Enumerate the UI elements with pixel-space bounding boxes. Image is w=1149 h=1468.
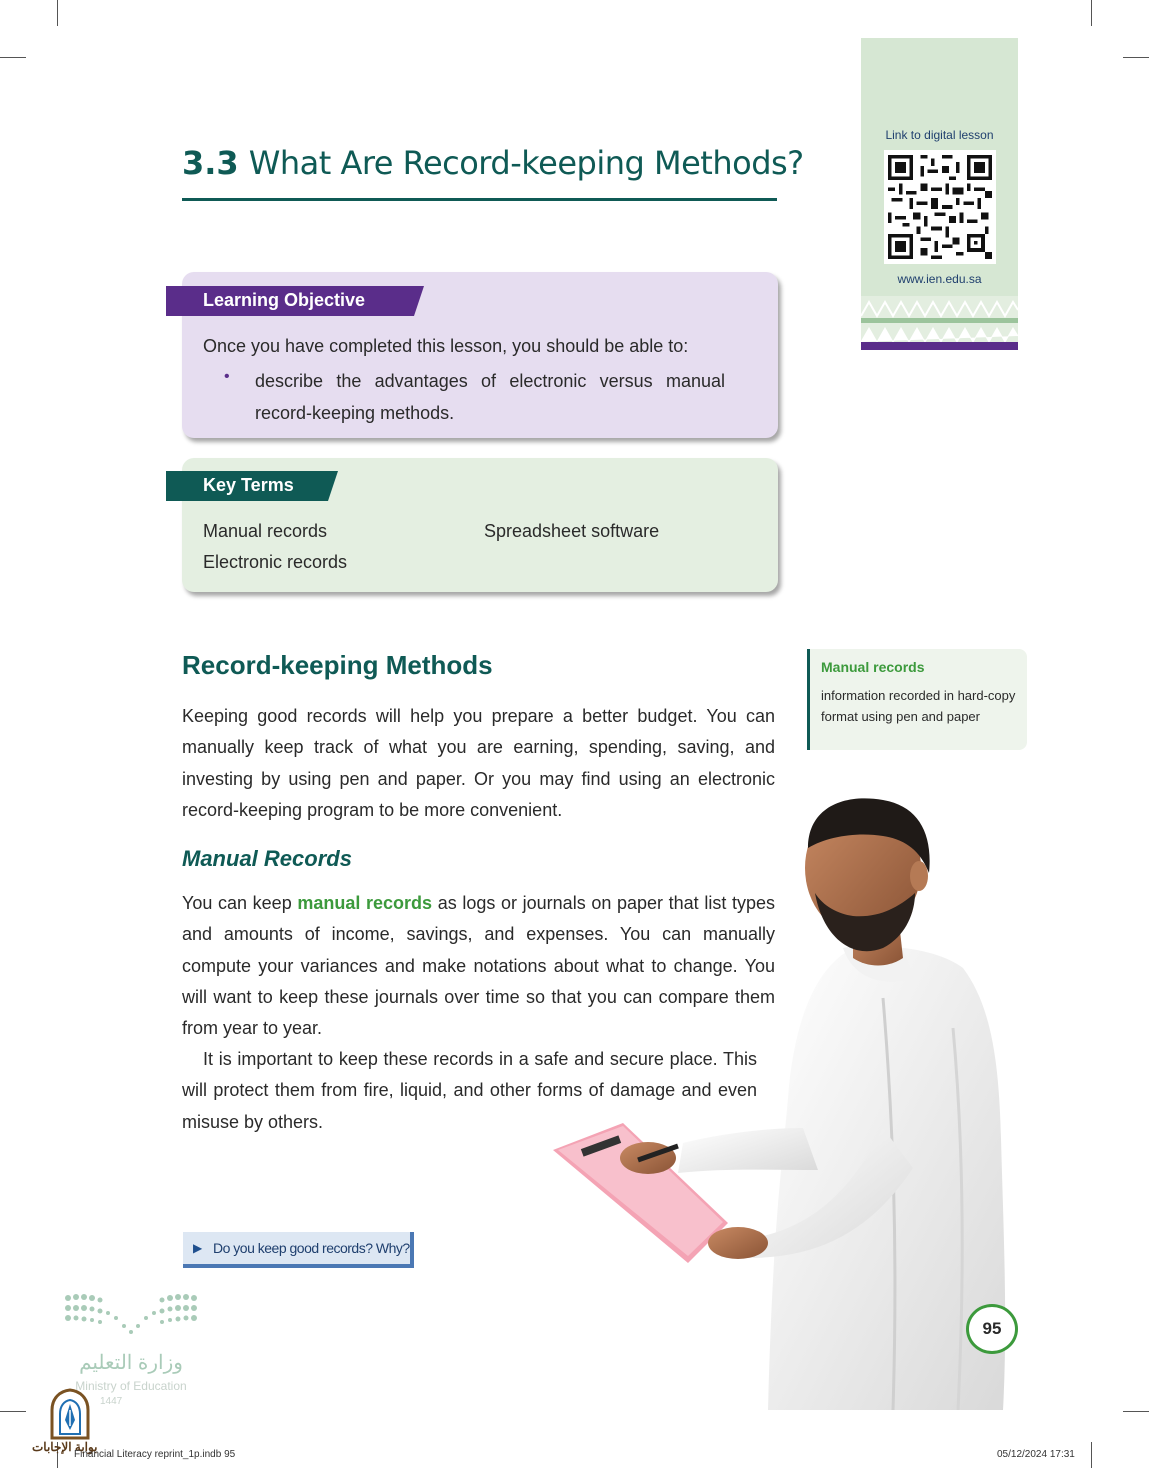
page-number: 95 bbox=[966, 1304, 1018, 1354]
discussion-question bbox=[183, 1232, 414, 1268]
panel-bottom-bar bbox=[861, 342, 1018, 350]
crop-mark bbox=[0, 1411, 26, 1412]
digital-lesson-label: Link to digital lesson bbox=[885, 128, 994, 142]
crop-mark bbox=[1091, 0, 1092, 26]
learning-objective-item: describe the advantages of electronic versus manual record-keeping methods. bbox=[255, 371, 725, 423]
qr-code-icon[interactable] bbox=[884, 150, 996, 264]
section-intro-paragraph: Keeping good records will help you prepare a better budget. You can manually keep track of what you are earning, spending, saving, and investing by using pen and paper. Or you may find using an electronic record-keeping program to be more convenient. bbox=[182, 706, 775, 820]
subsection-heading: Manual Records bbox=[182, 846, 352, 871]
digital-lesson-url[interactable]: www.ien.edu.sa bbox=[897, 272, 982, 286]
key-term: Electronic records bbox=[203, 552, 348, 572]
learning-objective-intro: Once you have completed this lesson, you should be able to: bbox=[203, 336, 689, 356]
lesson-number: 3.3 bbox=[182, 144, 239, 182]
glossary-definition: information recorded in hard-copy format using pen and paper bbox=[821, 688, 1016, 724]
crop-mark bbox=[1123, 57, 1149, 58]
print-datetime: 05/12/2024 17:31 bbox=[997, 1449, 1075, 1460]
crop-mark bbox=[1123, 1411, 1149, 1412]
safety-paragraph: It is important to keep these records in a safe and secure place. This will protect them from fire, liquid, and other forms of damage and even misuse by others. bbox=[182, 1049, 757, 1132]
crop-mark bbox=[1091, 1442, 1092, 1468]
learning-objective-heading: Learning Objective bbox=[203, 290, 366, 310]
print-file-info: Financial Literacy reprint_1p.indb 95 bbox=[74, 1449, 236, 1460]
lesson-title-text: What Are Record-keeping Methods? bbox=[248, 144, 804, 182]
qr-code-graphic bbox=[888, 154, 992, 260]
ministry-english-name: Ministry of Education bbox=[75, 1379, 187, 1393]
pen-nib-logo-icon bbox=[46, 1388, 94, 1440]
key-term: Spreadsheet software bbox=[484, 521, 660, 541]
man-with-clipboard-photo bbox=[553, 798, 1023, 1410]
ministry-dots-logo-icon bbox=[64, 1292, 198, 1336]
paragraph-text: as logs or journals on paper that list types and amounts of income, savings, and expenses. You can manually compute your variances and make notations about what to change. You will want to keep these journals over time so that you can compare them from year to year. bbox=[182, 893, 775, 1039]
crop-mark bbox=[0, 57, 26, 58]
section-heading: Record-keeping Methods bbox=[182, 650, 493, 680]
play-arrow-icon: ▶ bbox=[193, 1241, 203, 1255]
glossary-term: Manual records bbox=[821, 659, 925, 675]
glossary-box bbox=[807, 649, 1027, 750]
watermark-text: بوابة الإجابات bbox=[32, 1440, 98, 1454]
ministry-arabic-name: وزارة التعليم bbox=[79, 1352, 183, 1374]
title-underline bbox=[182, 198, 777, 201]
bullet-icon: • bbox=[224, 368, 230, 385]
keyword-manual-records: manual records bbox=[297, 893, 433, 913]
crop-mark bbox=[57, 0, 58, 26]
geometric-pattern-icon bbox=[861, 296, 1018, 342]
key-term: Manual records bbox=[203, 521, 328, 541]
paragraph-text: You can keep bbox=[182, 893, 292, 913]
ministry-year: 1447 bbox=[100, 1396, 123, 1407]
question-text: Do you keep good records? Why? bbox=[213, 1240, 410, 1256]
key-terms-heading: Key Terms bbox=[203, 475, 294, 495]
lesson-title bbox=[182, 144, 804, 188]
